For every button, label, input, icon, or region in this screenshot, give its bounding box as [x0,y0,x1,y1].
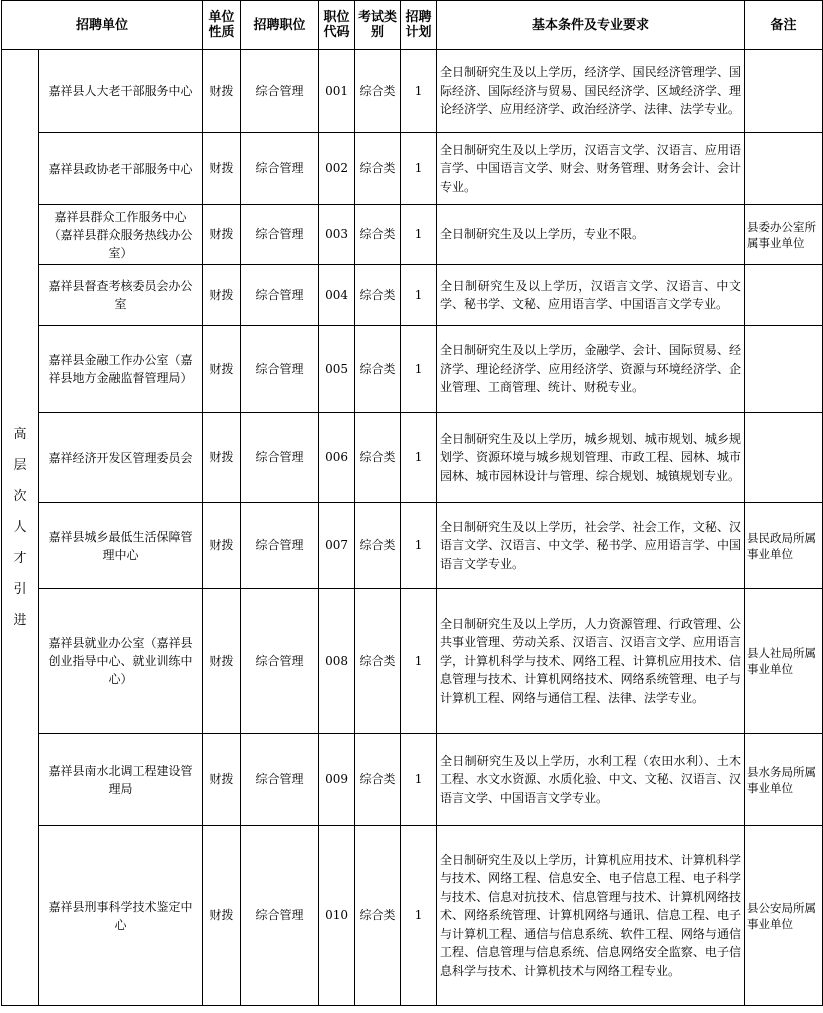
position-name: 综合管理 [241,503,319,589]
unit-name: 嘉祥县人大老干部服务中心 [39,50,203,133]
requirements: 全日制研究生及以上学历，人力资源管理、行政管理、公共事业管理、劳动关系、汉语言、汉语言文学、应用语言学，计算机科学与技术、网络工程、计算机应用技术、信息管理与技术、计算机网络技术、网络系统管理、电子与计算机工程、网络与通信工程、法律、法学专业。 [437,589,745,734]
header-code: 职位代码 [319,1,355,50]
exam-type: 综合类 [355,50,401,133]
category-char: 人 [13,520,27,535]
position-code: 010 [319,826,355,1006]
unit-nature: 财拨 [203,50,241,133]
requirements: 全日制研究生及以上学历，经济学、国民经济管理学、国际经济、国际经济与贸易、国民经济学、区域经济学、理论经济学、应用经济学、政治经济学、法律、法学专业。 [437,50,745,133]
position-code: 005 [319,326,355,413]
header-nature: 单位性质 [203,1,241,50]
header-plan: 招聘计划 [401,1,437,50]
remarks: 县委办公室所属事业单位 [745,205,823,265]
requirements: 全日制研究生及以上学历，计算机应用技术、计算机科学与技术、网络工程、信息安全、电子信息工程、电子科学与技术、信息对抗技术、信息管理与技术、计算机网络技术、网络系统管理、计算机网络与通讯、信息工程、电子与计算机工程、通信与信息系统、软件工程、网络与通信工程、信息管理与信息系统、信息网络安全监察、电子信息科学与技术、计算机技术与网络工程专业。 [437,826,745,1006]
unit-nature: 财拨 [203,326,241,413]
unit-nature: 财拨 [203,133,241,205]
hiring-plan: 1 [401,734,437,826]
remarks: 县人社局所属事业单位 [745,589,823,734]
table-row [2,589,823,734]
header-position: 招聘职位 [241,1,319,50]
category-char: 引 [13,582,27,597]
position-name: 综合管理 [241,826,319,1006]
recruitment-table [1,0,823,1006]
requirements: 全日制研究生及以上学历，社会学、社会工作，文秘、汉语言文学、汉语言、中文学、秘书学、应用语言学、中国语言文学专业。 [437,503,745,589]
requirements: 全日制研究生及以上学历，城乡规划、城市规划、城乡规划学、资源环境与城乡规划管理、市政工程、园林、城市园林、城市园林设计与管理、综合规划、城镇规划专业。 [437,413,745,503]
hiring-plan: 1 [401,326,437,413]
position-code: 003 [319,205,355,265]
category-cell [2,50,39,1006]
unit-nature: 财拨 [203,413,241,503]
requirements: 全日制研究生及以上学历，金融学、会计、国际贸易、经济学、理论经济学、应用经济学、资源与环境经济学、企业管理、工商管理、统计、财税专业。 [437,326,745,413]
table-row [2,826,823,1006]
table-row [2,265,823,326]
remarks: 县水务局所属事业单位 [745,734,823,826]
category-char: 高 [13,427,27,442]
unit-name: 嘉祥县群众工作服务中心（嘉祥县群众服务热线办公室） [39,205,203,265]
position-code: 004 [319,265,355,326]
unit-name: 嘉祥县就业办公室（嘉祥县创业指导中心、就业训练中心） [39,589,203,734]
position-name: 综合管理 [241,326,319,413]
hiring-plan: 1 [401,503,437,589]
unit-name: 嘉祥县刑事科学技术鉴定中心 [39,826,203,1006]
unit-nature: 财拨 [203,503,241,589]
table-row [2,133,823,205]
table-row [2,205,823,265]
position-name: 综合管理 [241,265,319,326]
unit-nature: 财拨 [203,265,241,326]
unit-name: 嘉祥县金融工作办公室（嘉祥县地方金融监督管理局） [39,326,203,413]
remarks: 县民政局所属事业单位 [745,503,823,589]
remarks [745,133,823,205]
position-code: 001 [319,50,355,133]
hiring-plan: 1 [401,133,437,205]
exam-type: 综合类 [355,265,401,326]
unit-name: 嘉祥县督查考核委员会办公室 [39,265,203,326]
hiring-plan: 1 [401,265,437,326]
position-name: 综合管理 [241,413,319,503]
category-char: 次 [13,489,27,504]
position-name: 综合管理 [241,205,319,265]
category-char: 层 [13,458,27,473]
table-row [2,50,823,133]
position-name: 综合管理 [241,133,319,205]
position-code: 006 [319,413,355,503]
exam-type: 综合类 [355,413,401,503]
header-remarks: 备注 [745,1,823,50]
header-unit: 招聘单位 [2,1,203,50]
unit-nature: 财拨 [203,826,241,1006]
exam-type: 综合类 [355,734,401,826]
hiring-plan: 1 [401,50,437,133]
remarks [745,413,823,503]
unit-nature: 财拨 [203,205,241,265]
unit-name: 嘉祥县城乡最低生活保障管理中心 [39,503,203,589]
unit-nature: 财拨 [203,734,241,826]
position-code: 002 [319,133,355,205]
unit-name: 嘉祥经济开发区管理委员会 [39,413,203,503]
exam-type: 综合类 [355,133,401,205]
hiring-plan: 1 [401,589,437,734]
remarks: 县公安局所属事业单位 [745,826,823,1006]
category-char: 才 [13,551,27,566]
exam-type: 综合类 [355,826,401,1006]
hiring-plan: 1 [401,413,437,503]
remarks [745,50,823,133]
exam-type: 综合类 [355,503,401,589]
requirements: 全日制研究生及以上学历，汉语言文学、汉语言、中文学、秘书学、文秘、应用语言学、中国语言文学专业。 [437,265,745,326]
header-requirements: 基本条件及专业要求 [437,1,745,50]
unit-nature: 财拨 [203,589,241,734]
hiring-plan: 1 [401,826,437,1006]
position-code: 007 [319,503,355,589]
unit-name: 嘉祥县政协老干部服务中心 [39,133,203,205]
header-exam-type: 考试类别 [355,1,401,50]
table-header-row [2,1,823,50]
position-name: 综合管理 [241,50,319,133]
table-row [2,503,823,589]
position-name: 综合管理 [241,734,319,826]
position-code: 009 [319,734,355,826]
remarks [745,265,823,326]
hiring-plan: 1 [401,205,437,265]
requirements: 全日制研究生及以上学历，水利工程（农田水利）、土木工程、水文水资源、水质化验、中文、文秘、汉语言、汉语言文学、中国语言文学专业。 [437,734,745,826]
exam-type: 综合类 [355,326,401,413]
exam-type: 综合类 [355,589,401,734]
table-row [2,413,823,503]
exam-type: 综合类 [355,205,401,265]
category-char: 进 [13,613,27,628]
position-name: 综合管理 [241,589,319,734]
table-row [2,326,823,413]
position-code: 008 [319,589,355,734]
requirements: 全日制研究生及以上学历，专业不限。 [437,205,745,265]
unit-name: 嘉祥县南水北调工程建设管理局 [39,734,203,826]
requirements: 全日制研究生及以上学历，汉语言文学、汉语言、应用语言学、中国语言文学、财会、财务管理、财务会计、会计专业。 [437,133,745,205]
remarks [745,326,823,413]
table-row [2,734,823,826]
